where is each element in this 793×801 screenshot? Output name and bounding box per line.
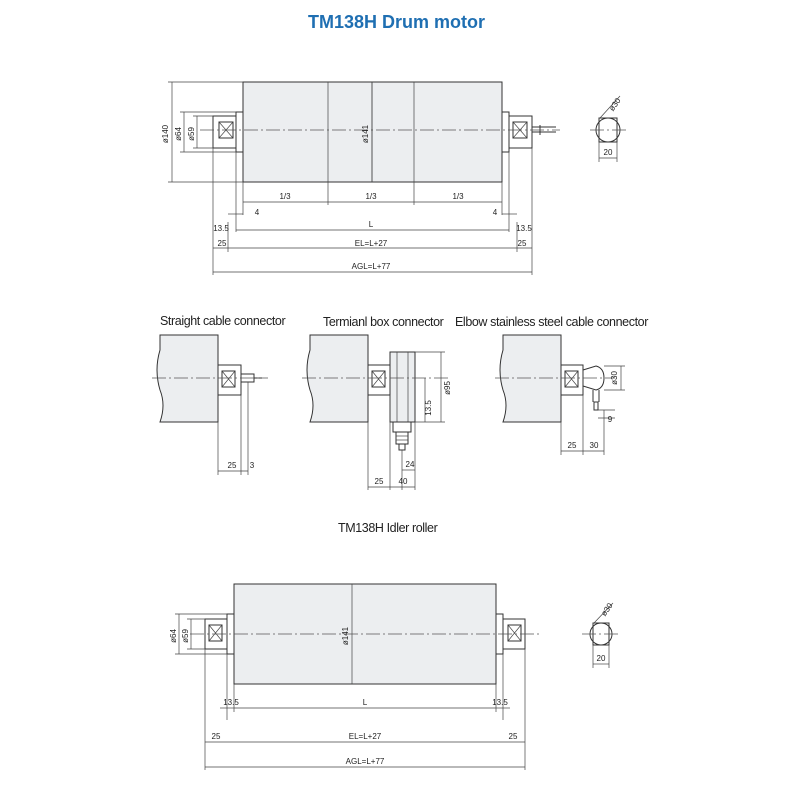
idler-dim-25-left: 25 [211, 732, 221, 741]
elbow-connector-drawing [495, 335, 625, 455]
dim-d141: ø141 [361, 124, 370, 144]
drum-motor-shell [243, 82, 502, 182]
terminal-box [390, 352, 415, 422]
idler-end-view-w20: 20 [596, 654, 606, 663]
dim-AGL: AGL=L+77 [351, 262, 391, 271]
terminal-box-connector-label: Termianl box connector [323, 315, 444, 329]
elbow-dim-d30: ø30 [610, 371, 619, 385]
dim-d64: ø64 [174, 127, 183, 141]
end-view-w20: 20 [603, 148, 613, 157]
dim-third-2: 1/3 [365, 192, 377, 201]
end-view-d30: ø30 [607, 96, 623, 113]
terminal-dim-13-5: 13.5 [424, 400, 433, 416]
page-title: TM138H Drum motor [307, 12, 486, 32]
straight-dim-3: 3 [249, 461, 255, 470]
idler-dim-L: L [362, 698, 368, 707]
dim-EL: EL=L+27 [354, 239, 388, 248]
idler-dim-d64: ø64 [169, 629, 178, 643]
dim-25-right: 25 [517, 239, 527, 248]
dim-13-5-left: 13.5 [213, 224, 229, 233]
elbow-dim-30: 30 [589, 441, 599, 450]
shaft-end-view [590, 96, 626, 162]
idler-dim-d141: ø141 [341, 626, 350, 646]
terminal-dim-d95: ø95 [443, 381, 452, 395]
dim-third-3: 1/3 [452, 192, 464, 201]
dim-L: L [368, 220, 374, 229]
terminal-box-connector-drawing [302, 335, 452, 490]
straight-cable-connector-drawing [152, 335, 268, 475]
terminal-dim-24: 24 [405, 460, 415, 469]
straight-connector-label: Straight cable connector [160, 314, 286, 328]
idler-dim-25-right: 25 [508, 732, 518, 741]
idler-dim-AGL: AGL=L+77 [345, 757, 385, 766]
elbow-dim-9: 9 [607, 415, 613, 424]
elbow-connector-label: Elbow stainless steel cable connector [455, 315, 648, 329]
idler-dim-13-5-right: 13.5 [492, 698, 508, 707]
dim-four-right: 4 [492, 208, 498, 217]
drum-motor-drawing [161, 82, 626, 275]
dim-13-5-right: 13.5 [516, 224, 532, 233]
terminal-dim-25: 25 [374, 477, 384, 486]
dim-third-1: 1/3 [279, 192, 291, 201]
idler-dim-d59: ø59 [181, 629, 190, 643]
dim-25-left: 25 [217, 239, 227, 248]
idler-end-view-d30: ø30 [599, 601, 615, 618]
idler-roller-title: TM138H Idler roller [338, 521, 438, 535]
idler-dim-13-5-left: 13.5 [223, 698, 239, 707]
elbow-dim-25: 25 [567, 441, 577, 450]
idler-shaft-end-view [582, 601, 620, 668]
idler-dim-EL: EL=L+27 [348, 732, 382, 741]
dim-d59: ø59 [187, 127, 196, 141]
terminal-dim-40: 40 [398, 477, 408, 486]
idler-roller-drawing [169, 584, 620, 770]
dim-four-left: 4 [254, 208, 260, 217]
straight-dim-25: 25 [227, 461, 237, 470]
dim-d140: ø140 [161, 124, 170, 144]
